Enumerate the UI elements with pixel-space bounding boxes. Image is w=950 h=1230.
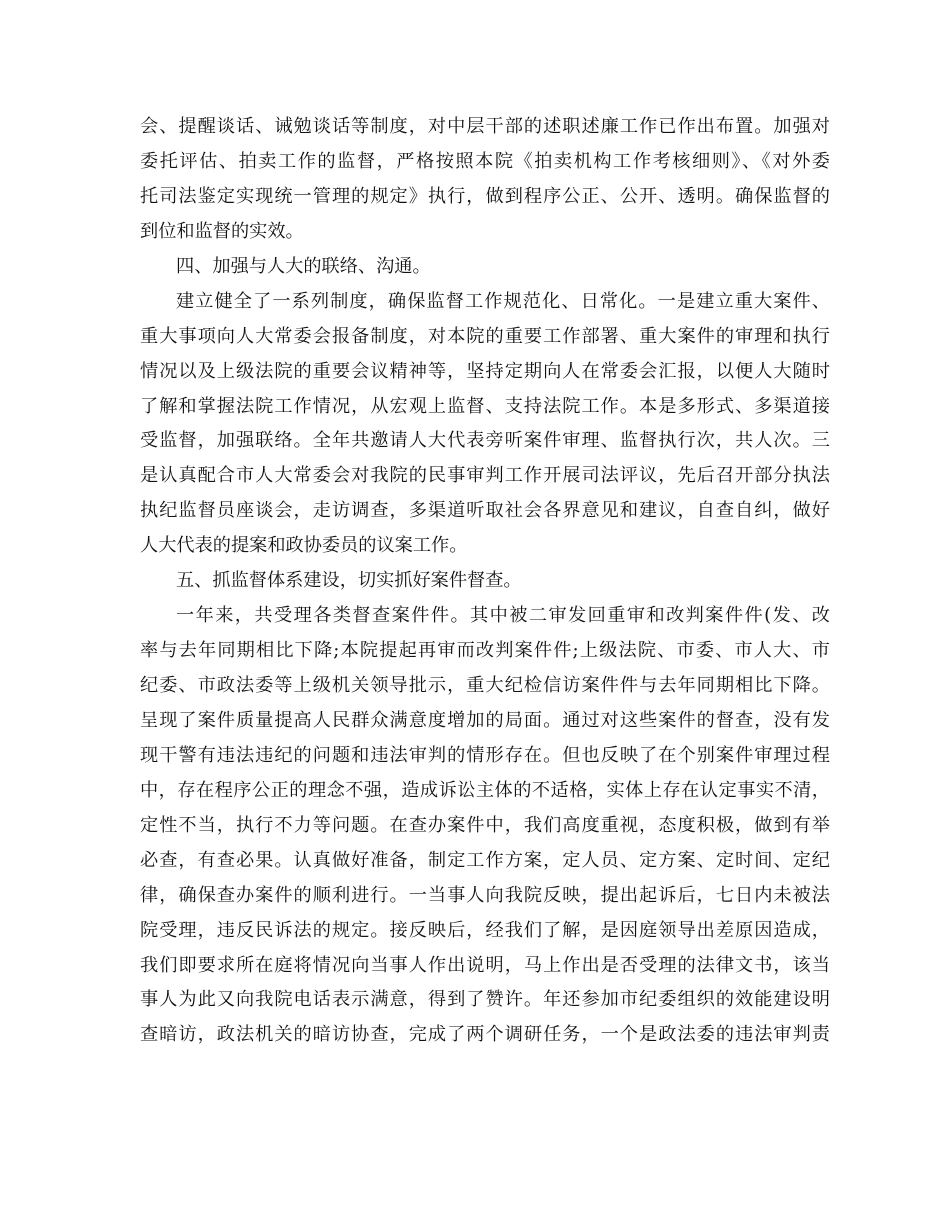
section-heading: 四、加强与人大的联络、沟通。	[176, 255, 431, 277]
text-line: 律，确保查办案件的顺利进行。一当事人向我院反映，提出起诉后，七日内未被法	[140, 884, 830, 906]
text-line: 人大代表的提案和政协委员的议案工作。	[140, 535, 468, 557]
text-line: 院受理，违反民诉法的规定。接反映后，经我们了解，是因庭领导出差原因造成，	[140, 919, 830, 941]
text-line: 现干警有违法违纪的问题和违法审判的情形存在。但也反映了在个别案件审理过程	[140, 744, 830, 766]
text-line: 查暗访，政法机关的暗访协查，完成了两个调研任务，一个是政法委的违法审判责	[140, 1024, 830, 1046]
text-line: 率与去年同期相比下降;本院提起再审而改判案件件;上级法院、市委、市人大、市	[140, 640, 830, 662]
text-line: 纪委、市政法委等上级机关领导批示，重大纪检信访案件件与去年同期相比下降。	[140, 675, 830, 696]
text-line: 执纪监督员座谈会，走访调查，多渠道听取社会各界意见和建议，自查自纠，做好	[140, 500, 830, 522]
text-line: 定性不当，执行不力等问题。在查办案件中，我们高度重视，态度积极，做到有举	[140, 814, 830, 836]
text-line: 我们即要求所在庭将情况向当事人作出说明，马上作出是否受理的法律文书，该当	[140, 954, 830, 976]
text-line: 呈现了案件质量提高人民群众满意度增加的局面。通过对这些案件的督查，没有发	[140, 709, 830, 731]
text-line: 是认真配合市人大常委会对我院的民事审判工作开展司法评议，先后召开部分执法	[140, 465, 830, 487]
text-line: 到位和监督的实效。	[140, 220, 304, 242]
text-line: 必查，有查必果。认真做好准备，制定工作方案，定人员、定方案、定时间、定纪	[140, 849, 830, 871]
text-line: 托司法鉴定实现统一管理的规定》执行，做到程序公正、公开、透明。确保监督的	[140, 185, 830, 207]
text-line: 会、提醒谈话、诫勉谈话等制度，对中层干部的述职述廉工作已作出布置。加强对	[140, 116, 830, 137]
section-heading: 五、抓监督体系建设，切实抓好案件督查。	[176, 570, 522, 592]
text-line: 了解和掌握法院工作情况，从宏观上监督、支持法院工作。本是多形式、多渠道接	[140, 395, 830, 417]
text-line: 重大事项向人大常委会报备制度，对本院的重要工作部署、重大案件的审理和执行	[140, 325, 830, 347]
text-line: 建立健全了一系列制度，确保监督工作规范化、日常化。一是建立重大案件、	[176, 290, 830, 312]
text-line: 中，存在程序公正的理念不强，造成诉讼主体的不适格，实体上存在认定事实不清，	[140, 779, 830, 801]
document-body	[140, 110, 830, 1053]
text-line: 情况以及上级法院的重要会议精神等，坚持定期向人在常委会汇报，以便人大随时	[140, 360, 830, 382]
text-line: 事人为此又向我院电话表示满意，得到了赞许。年还参加市纪委组织的效能建设明	[140, 989, 830, 1011]
text-line: 一年来，共受理各类督查案件件。其中被二审发回重审和改判案件件(发、改	[176, 605, 830, 627]
text-line: 委托评估、拍卖工作的监督，严格按照本院《拍卖机构工作考核细则》、《对外委	[140, 150, 830, 172]
text-line: 受监督，加强联络。全年共邀请人大代表旁听案件审理、监督执行次，共人次。三	[140, 430, 830, 452]
